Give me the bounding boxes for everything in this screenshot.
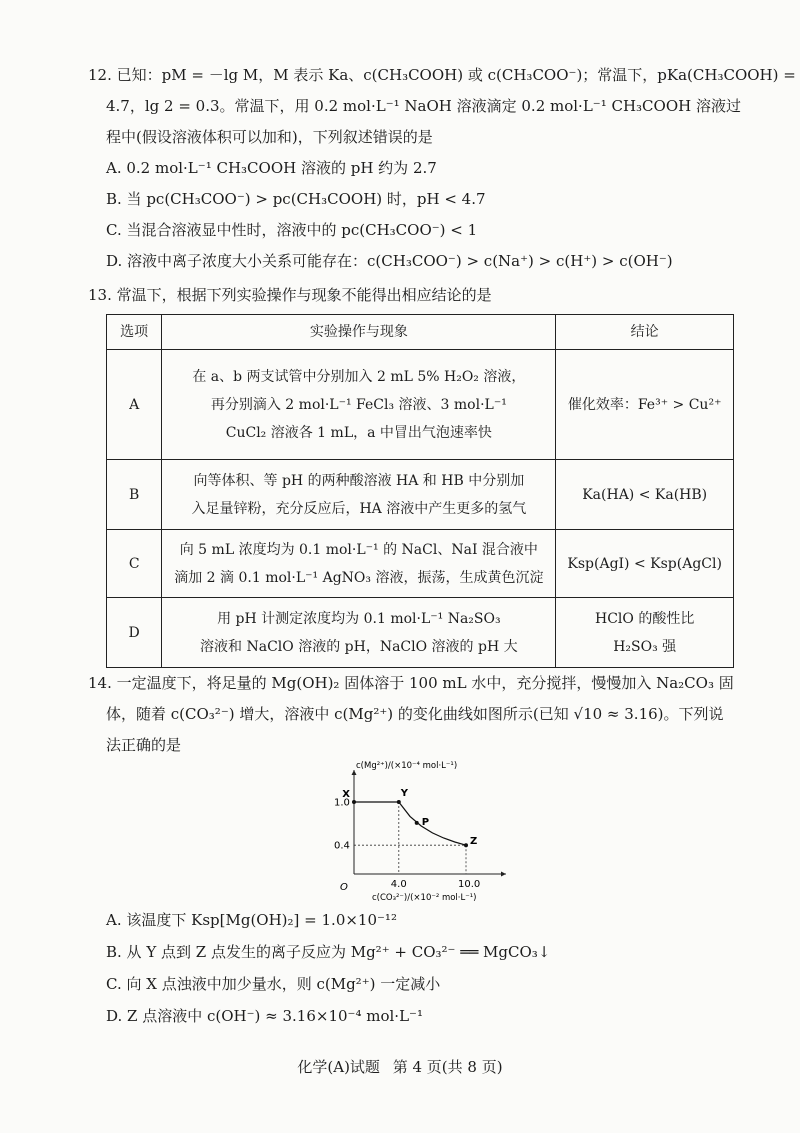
mg-concentration-graph xyxy=(326,762,506,902)
y-axis-label: c(Mg²⁺)/(×10⁻⁴ mol·L⁻¹) xyxy=(356,761,458,771)
row-c-option: C xyxy=(107,530,162,598)
experiment-table xyxy=(106,314,734,668)
row-b-operation xyxy=(162,460,556,530)
page-footer xyxy=(0,1056,800,1077)
origin-label: O xyxy=(340,882,348,893)
row-b-conclusion: Ka(HA) < Ka(HB) xyxy=(556,460,734,530)
question-14-stem-line-3: 法正确的是 xyxy=(106,736,182,754)
question-12-option-c: C. 当混合溶液显中性时，溶液中的 pc(CH₃COO⁻) < 1 xyxy=(106,221,478,239)
question-14-stem-line-2: 体，随着 c(CO₃²⁻) 增大，溶液中 c(Mg²⁺) 的变化曲线如图所示(已知 √10 ≈ 3.16)。下列说 xyxy=(106,705,724,723)
table-row-b xyxy=(107,460,734,530)
footer-subject: 化学(A)试题 xyxy=(297,1058,380,1076)
row-d-conclusion-line: H₂SO₃ 强 xyxy=(613,638,677,655)
row-a-operation-line: CuCl₂ 溶液各 1 mL，a 中冒出气泡速率快 xyxy=(225,424,492,441)
x-tick-label: 4.0 xyxy=(390,879,407,890)
row-a-conclusion: 催化效率：Fe³⁺ > Cu²⁺ xyxy=(556,350,734,460)
question-12-option-d: D. 溶液中离子浓度大小关系可能存在：c(CH₃COO⁻) > c(Na⁺) > c(H⁺) > c(OH⁻) xyxy=(106,252,673,270)
data-point-y xyxy=(397,800,401,804)
curve-segment-yz xyxy=(399,802,466,845)
question-13-stem: 13. 常温下，根据下列实验操作与现象不能得出相应结论的是 xyxy=(88,286,492,304)
table-row-d xyxy=(107,598,734,668)
footer-page-number: 第 4 页(共 8 页) xyxy=(392,1058,503,1076)
question-13 xyxy=(88,280,738,311)
row-d-option: D xyxy=(107,598,162,668)
question-12-option-b: B. 当 pc(CH₃COO⁻) > pc(CH₃COOH) 时，pH < 4.7 xyxy=(106,190,486,208)
x-axis-label: c(CO₃²⁻)/(×10⁻² mol·L⁻¹) xyxy=(372,893,477,903)
question-14-option-d: D. Z 点溶液中 c(OH⁻) ≈ 3.16×10⁻⁴ mol·L⁻¹ xyxy=(106,1007,423,1025)
graph-svg xyxy=(326,762,506,902)
row-b-option: B xyxy=(107,460,162,530)
row-d-operation-line: 溶液和 NaClO 溶液的 pH，NaClO 溶液的 pH 大 xyxy=(200,638,518,655)
x-tick-label: 10.0 xyxy=(458,879,481,890)
row-d-conclusion-line: HClO 的酸性比 xyxy=(595,610,695,627)
row-a-operation xyxy=(162,350,556,460)
header-option: 选项 xyxy=(107,315,162,350)
question-14-stem-line-1: 14. 一定温度下，将足量的 Mg(OH)₂ 固体溶于 100 mL 水中，充分搅拌，慢慢加入 Na₂CO₃ 固 xyxy=(88,674,734,692)
row-a-option: A xyxy=(107,350,162,460)
table-row-a xyxy=(107,350,734,460)
row-b-operation-line: 向等体积、等 pH 的两种酸溶液 HA 和 HB 中分别加 xyxy=(193,472,525,489)
row-c-operation xyxy=(162,530,556,598)
question-14-option-a: A. 该温度下 Ksp[Mg(OH)₂] = 1.0×10⁻¹² xyxy=(106,911,397,929)
question-12-stem-line-2: 4.7，lg 2 = 0.3。常温下，用 0.2 mol·L⁻¹ NaOH 溶液滴定 0.2 mol·L⁻¹ CH₃COOH 溶液过 xyxy=(106,97,741,115)
table-header-row xyxy=(107,315,734,350)
row-b-operation-line: 入足量锌粉，充分反应后，HA 溶液中产生更多的氢气 xyxy=(191,500,527,517)
row-d-operation xyxy=(162,598,556,668)
question-14-option-b: B. 从 Y 点到 Z 点发生的离子反应为 Mg²⁺ + CO₃²⁻ ══ MgCO₃↓ xyxy=(106,943,551,961)
header-operation: 实验操作与现象 xyxy=(162,315,556,350)
question-14-option-c: C. 向 X 点浊液中加少量水，则 c(Mg²⁺) 一定减小 xyxy=(106,975,441,993)
row-d-operation-line: 用 pH 计测定浓度均为 0.1 mol·L⁻¹ Na₂SO₃ xyxy=(217,610,501,627)
row-a-operation-line: 再分别滴入 2 mol·L⁻¹ FeCl₃ 溶液、3 mol·L⁻¹ xyxy=(210,396,507,413)
table-row-c xyxy=(107,530,734,598)
row-c-conclusion: Ksp(AgI) < Ksp(AgCl) xyxy=(556,530,734,598)
row-c-operation-line: 向 5 mL 浓度均为 0.1 mol·L⁻¹ 的 NaCl、NaI 混合液中 xyxy=(179,541,538,558)
question-12-stem-line-1: 12. 已知：pM = －lg M，M 表示 Ka、c(CH₃COOH) 或 c(CH₃COO⁻)；常温下，pKa(CH₃COOH) = xyxy=(88,66,796,84)
question-14 xyxy=(88,668,738,761)
point-label-z: Z xyxy=(470,836,478,848)
data-point-p xyxy=(415,821,419,825)
point-label-y: Y xyxy=(400,788,409,799)
x-axis-arrow xyxy=(501,872,506,877)
data-point-z xyxy=(464,843,468,847)
row-d-conclusion xyxy=(556,598,734,668)
y-tick-label: 0.4 xyxy=(334,840,350,852)
question-12-stem-line-3: 程中(假设溶液体积可以加和)，下列叙述错误的是 xyxy=(106,128,433,146)
point-label-p: P xyxy=(421,816,430,828)
header-conclusion: 结论 xyxy=(556,315,734,350)
y-tick-label: 1.0 xyxy=(334,797,350,809)
point-label-x: X xyxy=(342,789,350,800)
question-12 xyxy=(88,60,796,277)
row-a-operation-line: 在 a、b 两支试管中分别加入 2 mL 5% H₂O₂ 溶液， xyxy=(192,368,526,385)
question-14-options xyxy=(106,904,550,1032)
data-point-x xyxy=(352,800,356,804)
question-12-option-a: A. 0.2 mol·L⁻¹ CH₃COOH 溶液的 pH 约为 2.7 xyxy=(106,159,437,177)
row-c-operation-line: 滴加 2 滴 0.1 mol·L⁻¹ AgNO₃ 溶液，振荡，生成黄色沉淀 xyxy=(174,569,544,586)
